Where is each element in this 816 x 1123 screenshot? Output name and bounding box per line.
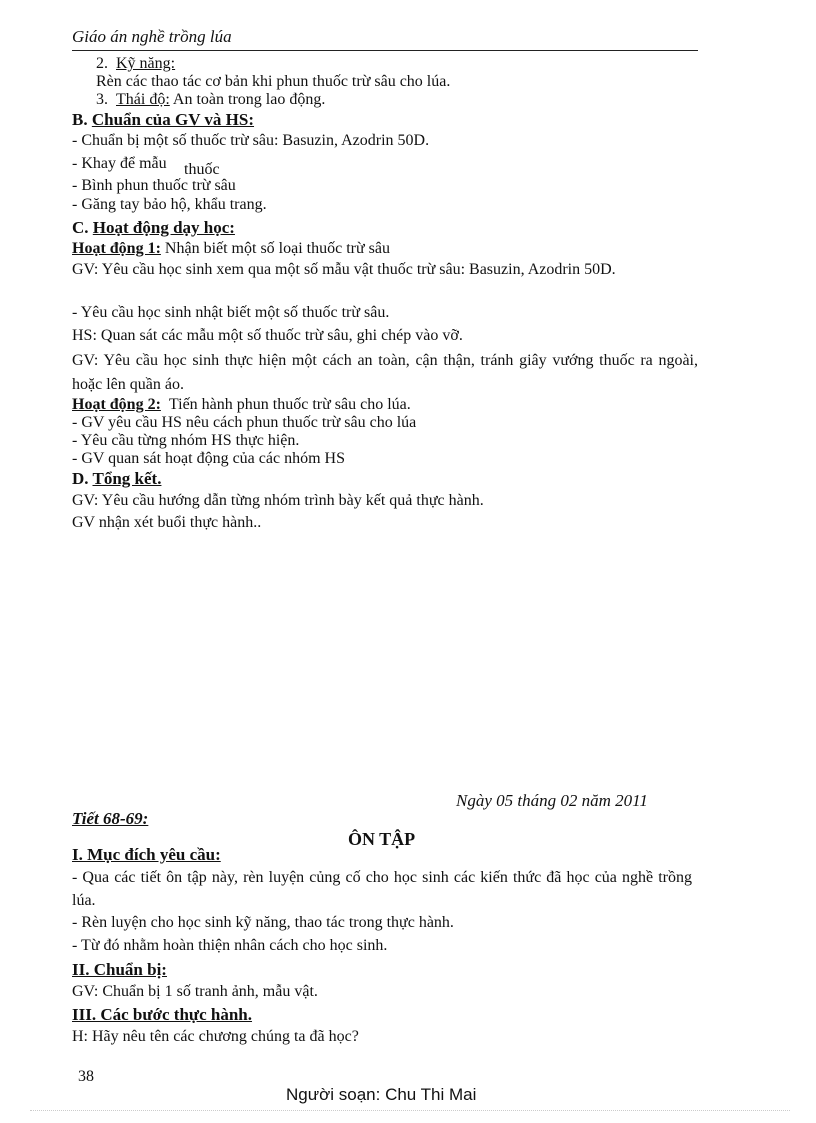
section-b-item: - Chuẩn bị một số thuốc trừ sâu: Basuzin, Azodrin 50D.	[72, 132, 430, 149]
author-line: Người soạn: Chu Thi Mai	[286, 1085, 477, 1104]
lesson-date: Ngày 05 tháng 02 năm 2011	[456, 791, 648, 810]
attitude-title: Thái độ:	[116, 91, 170, 108]
activity-1-line: Hoạt động 1: Nhận biết một số loại thuốc trừ sâu	[72, 240, 390, 257]
section-b-item: - Găng tay bảo hộ, khẩu trang.	[72, 196, 267, 213]
page-number: 38	[78, 1068, 94, 1085]
skill-text: Rèn các thao tác cơ bản khi phun thuốc trừ sâu cho lúa.	[96, 73, 451, 90]
section-c-paragraph: HS: Quan sát các mẫu một số thuốc trừ sâu, ghi chép vào vỡ.	[72, 327, 463, 344]
skill-line: 2. Kỹ năng:	[96, 55, 176, 72]
section-b-heading: B. Chuẩn của GV và HS:	[72, 110, 255, 129]
activity-1-title: Hoạt động 1:	[72, 240, 161, 257]
lesson-period: Tiết 68-69:	[72, 809, 149, 828]
lesson-section-3-heading: III. Các bước thực hành.	[72, 1005, 253, 1024]
section-c-paragraph: - Yêu cầu học sinh nhật biết một số thuốc trừ sâu.	[72, 304, 390, 321]
section-b-item: - Khay để mẫu	[72, 155, 167, 172]
section-d-paragraph: GV: Yêu cầu hướng dẫn từng nhóm trình bày kết quả thực hành.	[72, 492, 484, 509]
lesson-paragraph: - Rèn luyện cho học sinh kỹ năng, thao tác trong thực hành.	[72, 914, 454, 931]
activity-2-item: - GV yêu cầu HS nêu cách phun thuốc trừ sâu cho lúa	[72, 414, 417, 431]
attitude-line: 3. Thái độ: An toàn trong lao động.	[96, 91, 326, 108]
activity-2-item: - Yêu cầu từng nhóm HS thực hiện.	[72, 432, 300, 449]
skill-title: Kỹ năng:	[116, 55, 176, 72]
activity-2-line: Hoạt động 2: Tiến hành phun thuốc trừ sâu cho lúa.	[72, 396, 411, 413]
section-d-heading: D. Tổng kết.	[72, 469, 162, 488]
section-c-paragraph: GV: Yêu cầu học sinh xem qua một số mẫu vật thuốc trừ sâu: Basuzin, Azodrin 50D.	[72, 261, 616, 278]
activity-2-item: - GV quan sát hoạt động của các nhóm HS	[72, 450, 345, 467]
section-c-heading: C. Hoạt động dạy học:	[72, 218, 235, 237]
activity-2-title: Hoạt động 2:	[72, 396, 161, 413]
section-b-item: - Bình phun thuốc trừ sâu	[72, 177, 236, 194]
lesson-section-1-heading: I. Mục đích yêu cầu:	[72, 845, 221, 864]
lesson-paragraph: H: Hãy nêu tên các chương chúng ta đã học?	[72, 1028, 359, 1045]
footer-divider	[30, 1110, 790, 1111]
header-rule	[72, 50, 698, 51]
lesson-paragraph: - Từ đó nhằm hoàn thiện nhân cách cho học sinh.	[72, 937, 388, 954]
section-b-item-continuation: thuốc	[184, 161, 220, 178]
section-c-paragraph: GV: Yêu cầu học sinh thực hiện một cách an toàn, cận thận, tránh giây vướng thuốc ra ngoài, hoặc lên quần áo.	[72, 352, 698, 393]
lesson-section-2-heading: II. Chuẩn bị:	[72, 960, 167, 979]
lesson-paragraph: GV: Chuẩn bị 1 số tranh ảnh, mẫu vật.	[72, 983, 318, 1000]
lesson-paragraph: - Qua các tiết ôn tập này, rèn luyện củng cố cho học sinh các kiến thức đã học của nghề trồng lúa.	[72, 869, 692, 909]
lesson-title: ÔN TẬP	[348, 829, 416, 849]
header-title: Giáo án nghề trồng lúa	[72, 27, 232, 46]
section-d-paragraph: GV nhận xét buổi thực hành..	[72, 514, 262, 531]
